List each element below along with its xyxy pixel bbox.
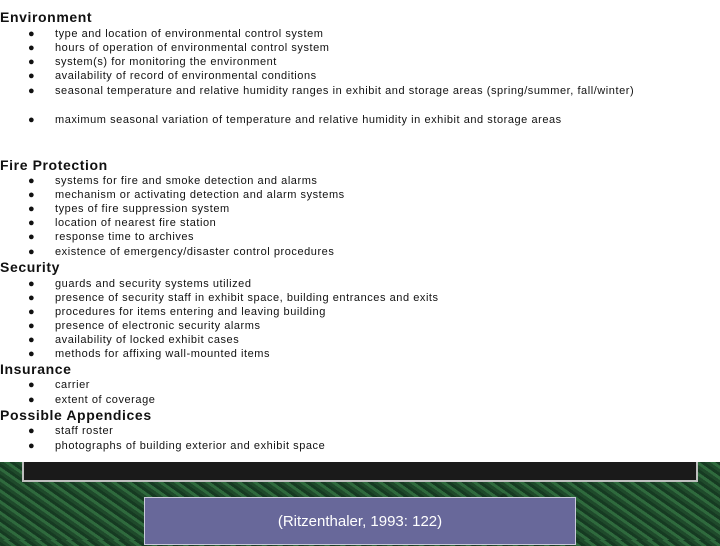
bullet-icon: ● — [28, 278, 36, 290]
bullet-icon: ● — [28, 175, 36, 187]
bullet-icon: ● — [28, 203, 36, 215]
bullet-icon: ● — [28, 425, 36, 437]
section-heading-fire-protection: Fire Protection — [0, 157, 108, 173]
bullet-icon: ● — [28, 28, 36, 40]
section-heading-possible-appendices: Possible Appendices — [0, 407, 152, 423]
bullet-icon: ● — [28, 292, 36, 304]
section-heading-security: Security — [0, 259, 61, 275]
bullet-icon: ● — [28, 85, 36, 97]
bullet-icon: ● — [28, 42, 36, 54]
bullet-icon: ● — [28, 56, 36, 68]
bullet-icon: ● — [28, 114, 36, 126]
bullet-icon: ● — [28, 440, 36, 452]
bullet-icon: ● — [28, 334, 36, 346]
bullet-icon: ● — [28, 189, 36, 201]
bullet-icon: ● — [28, 70, 36, 82]
citation-box: (Ritzenthaler, 1993: 122) — [144, 497, 576, 545]
bullet-icon: ● — [28, 379, 36, 391]
bullet-icon: ● — [28, 320, 36, 332]
bullet-icon: ● — [28, 306, 36, 318]
section-heading-environment: Environment — [0, 9, 93, 25]
bullet-icon: ● — [28, 394, 36, 406]
section-heading-insurance: Insurance — [0, 361, 72, 377]
bullet-icon: ● — [28, 231, 36, 243]
bullet-icon: ● — [28, 246, 36, 258]
document-page: Environment ● type and location of environmental control system ● hours of operation of environmental control system ● system(s) for monitoring the environment ● availability of record of environmental conditions ● seasonal temperature and relative humidity ranges in exhibit and storage areas (spring/summer, fall/winter) ● maximum seasonal variation of temperature and relative humidity in exhibit and storage areas Fire Protection ● systems for fire and smoke detection and alarms ● mechanism or activating detection and alarm systems ● types of fire suppression system ● location of nearest fire station ● response time to archives ● existence of emergency/disaster control procedures Security ● guards and security systems utilized ● presence of security staff in exhibit space, building entrances and exits ● procedures for items entering and leaving building ● presence of electronic security alarms ● availability of locked exhibit cases ● methods for affixing wall-mounted items Insurance ● carrier ● extent of coverage Possible Appendices ● staff roster ● photographs of building exterior and exhibit space — [0, 0, 720, 462]
bullet-icon: ● — [28, 348, 36, 360]
bullet-icon: ● — [28, 217, 36, 229]
